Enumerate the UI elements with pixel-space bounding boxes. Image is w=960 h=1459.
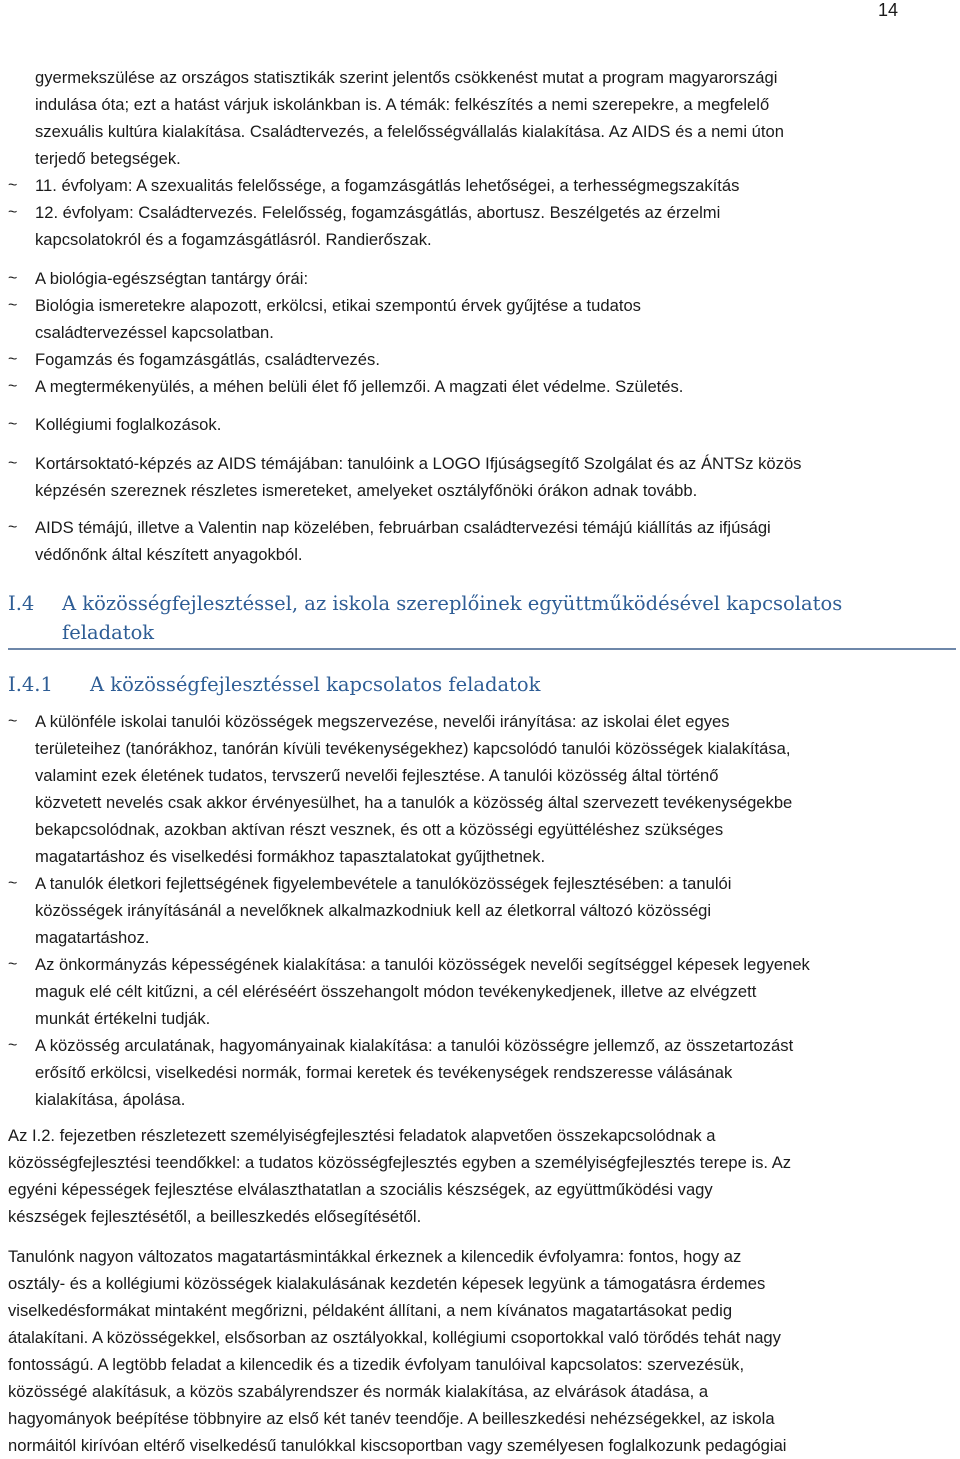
subsection-number: I.4.1 [8, 673, 53, 696]
text-line: normáitól kirívóan eltérő viselkedésű tanulókkal kiscsoportban vagy személyesen foglalkozunk pedagógiai [8, 1436, 787, 1455]
text-line: Kollégiumi foglalkozások. [35, 415, 222, 434]
list-item [8, 411, 952, 438]
text-line: A különféle iskolai tanulói közösségek megszervezése, nevelői irányítása: az iskolai élet egyes [35, 712, 730, 731]
bullet-icon: ~ [8, 378, 18, 395]
bullet-icon: ~ [8, 416, 18, 433]
text-line: osztály- és a kollégiumi közösségek kialakulásának kezdetén képesek legyünk a támogatásra érdemes [8, 1274, 766, 1293]
biology-title: A biológia-egészségtan tantárgy órái: [35, 269, 309, 288]
text-line: készségek fejlesztésétől, a beilleszkedés elősegítésétől. [8, 1207, 422, 1226]
intro-block [8, 64, 952, 253]
text-line: Tanulónk nagyon változatos magatartásmintákkal érkeznek a kilencedik évfolyamra: fontos, hogy az [8, 1247, 742, 1266]
text-line: AIDS témájú, illetve a Valentin nap közelében, februárban családtervezési témájú kiállítás az ifjúsági [35, 518, 771, 537]
text-line: A megtermékenyülés, a méhen belüli élet fő jellemzői. A magzati élet védelme. Születés. [35, 377, 684, 396]
bullet-icon: ~ [8, 956, 18, 973]
list-item [8, 870, 952, 951]
extra-item [8, 411, 952, 438]
text-line: Az önkormányzás képességének kialakítása: a tanulói közösségek nevelői segítséggel képesek legyenek [35, 955, 810, 974]
bullet-icon: ~ [8, 1037, 18, 1054]
list-item [8, 514, 952, 568]
section-title-line: feladatok [62, 621, 155, 644]
section-heading [8, 589, 956, 647]
text-line: Biológia ismeretekre alapozott, erkölcsi, etikai szempontú érvek gyűjtése a tudatos [35, 296, 641, 315]
text-line: szexuális kultúra kialakítása. Családtervezés, a felelősségvállalás kialakítása. Az AIDS és a nemi úton [35, 122, 784, 141]
page-number: 14 [877, 0, 898, 20]
bullet-icon: ~ [8, 204, 18, 221]
text-line: maguk elé célt kitűzni, a cél eléréséért összehangolt módon tevékenykedjenek, illetve az elvégzett [35, 982, 757, 1001]
text-line: viselkedésformákat mintaként megőrizni, példaként állítani, a nem kívánatos magatartásokat pedig [8, 1301, 733, 1320]
text-line: közösségé alakításuk, a közös szabályrendszer és normák kialakítása, az elvárások átadása, a [8, 1382, 709, 1401]
list-item [8, 265, 952, 292]
list-item [8, 199, 952, 253]
list-item [8, 292, 952, 346]
text-line: egyéni képességek fejlesztése elválaszthatatlan a szociális készségek, az együttműködési vagy [8, 1180, 713, 1199]
list-item [8, 346, 952, 373]
bullet-icon: ~ [8, 270, 18, 287]
text-line: indulása óta; ezt a hatást várjuk iskolánkban is. A témák: felkészítés a nemi szerepekre, a megfelelő [35, 95, 770, 114]
text-line: 11. évfolyam: A szexualitás felelőssége, a fogamzásgátlás lehetőségei, a terhességmegszakítás [35, 176, 740, 195]
text-line: Kortársoktató-képzés az AIDS témájában: tanulóink a LOGO Ifjúságsegítő Szolgálat és az ÁNTSz közös [35, 454, 802, 473]
text-line: Fogamzás és fogamzásgátlás, családtervezés. [35, 350, 380, 369]
text-line: képzésén szereznek részletes ismereteket, amelyeket osztályfőnöki órákon adnak tovább. [35, 481, 698, 500]
text-line: kapcsolatokról és a fogamzásgátlásról. Randierőszak. [35, 230, 432, 249]
list-item [8, 172, 952, 199]
text-line: magatartáshoz. [35, 928, 150, 947]
bullet-icon: ~ [8, 177, 18, 194]
text-line: valamint ezek életének tudatos, tervszerű nevelői fejlesztése. A tanulói közösség által történő [35, 766, 719, 785]
bullet-icon: ~ [8, 351, 18, 368]
bullet-icon: ~ [8, 713, 18, 730]
extra-item [8, 514, 952, 568]
bullet-icon: ~ [8, 297, 18, 314]
bullet-icon: ~ [8, 455, 18, 472]
list-item [8, 708, 952, 870]
text-line: A tanulók életkori fejlettségének figyelembevétele a tanulóközösségek fejlesztésében: a tanulói [35, 874, 732, 893]
list-item [8, 1032, 952, 1113]
text-line: kialakítása, ápolása. [35, 1090, 186, 1109]
text-line: erősítő erkölcsi, viselkedési normák, formai keretek és tevékenységek rendszeresse válásának [35, 1063, 733, 1082]
bullet-icon: ~ [8, 519, 18, 536]
list-item [8, 450, 952, 504]
extra-item [8, 450, 952, 504]
text-line: közösségek irányításánál a nevelőknek alkalmazkodniuk kell az életkorral változó közösségi [35, 901, 712, 920]
bullet-icon: ~ [8, 875, 18, 892]
text-line: bekapcsolódnak, azokban aktívan részt vesznek, és ott a közösségi együttéléshez szükséges [35, 820, 724, 839]
text-line: munkát értékelni tudják. [35, 1009, 211, 1028]
text-line: magatartáshoz és viselkedési formákhoz tapasztalatokat gyűjthetnek. [35, 847, 546, 866]
text-line: gyermekszülése az országos statisztikák szerint jelentős csökkenést mutat a program magyarországi [35, 68, 778, 87]
section-number: I.4 [8, 592, 35, 615]
text-line: A közösség arculatának, hagyományainak kialakítása: a tanulói közösségre jellemző, az összetartozást [35, 1036, 794, 1055]
text-line: közösségfejlesztési teendőkkel: a tudatos közösségfejlesztés egyben a személyiségfejlesztés terepe is. Az [8, 1153, 792, 1172]
list-item [8, 373, 952, 400]
section-title-line: A közösségfejlesztéssel, az iskola szereplőinek együttműködésével kapcsolatos [62, 592, 843, 615]
text-line: védőnőnk által készített anyagokból. [35, 545, 303, 564]
text-line: családtervezéssel kapcsolatban. [35, 323, 274, 342]
subsection-title: A közösségfejlesztéssel kapcsolatos feladatok [90, 673, 541, 696]
text-line: terjedő betegségek. [35, 149, 181, 168]
text-line: hagyományok beépítése többnyire az első két tanév teendője. A beilleszkedési nehézségekkel, az iskola [8, 1409, 775, 1428]
text-line: 12. évfolyam: Családtervezés. Felelősség, fogamzásgátlás, abortusz. Beszélgetés az érzelmi [35, 203, 721, 222]
text-line: átalakítani. A közösségekkel, elsősorban az osztályokkal, kollégiumi csoportokkal való törődés tehát nagy [8, 1328, 781, 1347]
biology-block [8, 265, 952, 400]
text-line: közvetett nevelés csak akkor érvényesülhet, ha a tanulók a közösség által szervezett tevékenységekbe [35, 793, 793, 812]
tasks-list [8, 708, 952, 1113]
text-line: területeihez (tanórákhoz, tanórán kívüli tevékenységekhez) kapcsolódó tanulói közösségek kialakítása, [35, 739, 791, 758]
list-item [8, 951, 952, 1032]
intro-paragraph [8, 64, 952, 172]
paragraph [8, 1243, 952, 1459]
text-line: fontosságú. A legtöbb feladat a kilencedik és a tizedik évfolyam tanulóival kapcsolatos: szervezésük, [8, 1355, 745, 1374]
heading-divider [8, 648, 956, 650]
text-line: Az I.2. fejezetben részletezett személyiségfejlesztési feladatok alapvetően összekapcsolódnak a [8, 1126, 716, 1145]
paragraph [8, 1122, 952, 1230]
subsection-heading [8, 670, 956, 699]
